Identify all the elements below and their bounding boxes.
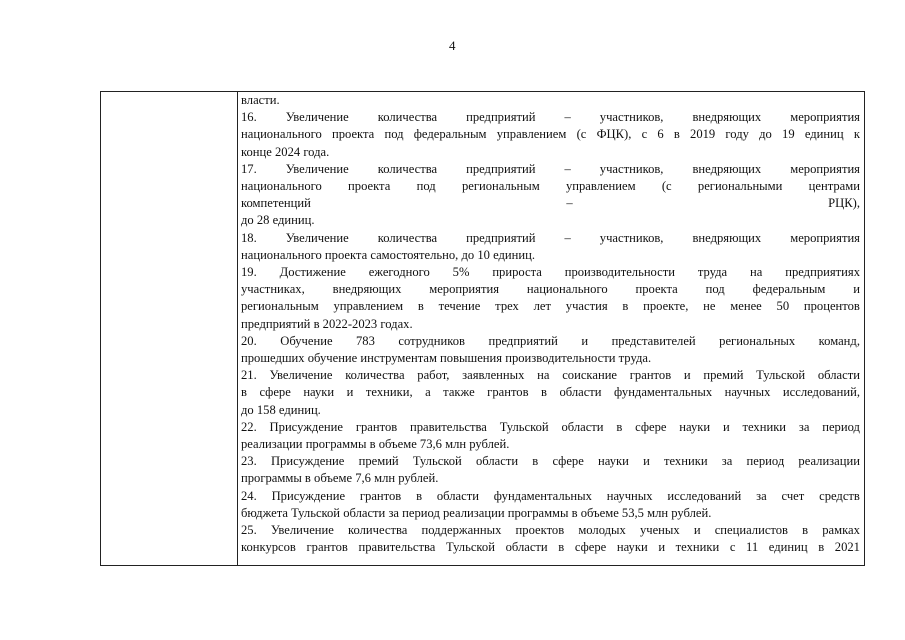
text-line [241, 144, 860, 161]
word: лет [533, 299, 551, 314]
word: региональными [697, 179, 783, 194]
word: научных [724, 385, 771, 400]
word: количества [377, 110, 438, 125]
word: правительства [409, 419, 487, 434]
word: конце 2024 года. [241, 144, 330, 159]
word: Присуждение [269, 419, 344, 434]
text-line [241, 402, 860, 419]
text-line [241, 488, 860, 505]
text-line [241, 264, 860, 281]
word: за [756, 488, 767, 503]
text-line [241, 350, 860, 367]
word: 23. [241, 454, 257, 469]
word: премий [703, 368, 744, 383]
list-item [241, 333, 860, 367]
list-item [241, 109, 860, 161]
word: центрами [808, 179, 860, 194]
word: области [436, 488, 479, 503]
word: также [443, 385, 475, 400]
list-item [241, 230, 860, 264]
word: исследований, [782, 385, 860, 400]
word: национального проекта самостоятельно, до 10 единиц. [241, 247, 536, 262]
text-line [241, 126, 860, 143]
word: количества [348, 523, 408, 538]
word: науки [598, 454, 629, 469]
word: счет [781, 488, 805, 503]
word: участия [565, 299, 608, 314]
list-item [241, 264, 860, 333]
word: течение [438, 299, 481, 314]
word: грантов [487, 385, 529, 400]
word: бюджета Тульской области за период реализации программы в объеме 53,5 млн рублей. [241, 505, 712, 520]
word: до [759, 127, 772, 142]
word: участников, [599, 110, 664, 125]
word: предприятий [466, 110, 536, 125]
table-text-cell [241, 92, 860, 565]
word: ежегодного [368, 265, 430, 280]
word: управлением [565, 179, 636, 194]
word: не [703, 299, 716, 314]
word: и [643, 454, 650, 469]
word: внедряющих [332, 282, 402, 297]
list-item [241, 453, 860, 487]
word: – [564, 110, 571, 125]
text-line [241, 195, 860, 212]
word: управлением [496, 127, 567, 142]
word: 783 [356, 333, 375, 348]
text-line [241, 178, 860, 195]
word: управлением [333, 299, 404, 314]
word: 24. [241, 488, 257, 503]
word: в [241, 385, 247, 400]
word: национального [526, 282, 608, 297]
word: 25. [241, 523, 257, 538]
word: грантов [306, 540, 348, 555]
word: участниках, [241, 282, 305, 297]
word: количества [377, 161, 438, 176]
word: 2021 [834, 540, 860, 555]
word: 19 [782, 127, 795, 142]
word: реализации [798, 454, 860, 469]
word: (с [661, 179, 672, 194]
word: 22. [241, 419, 257, 434]
word: году [725, 127, 749, 142]
word: Тульской [499, 419, 549, 434]
list-item [241, 367, 860, 419]
text-line [241, 247, 860, 264]
word: и [658, 540, 666, 555]
word: средств [819, 488, 860, 503]
word: под [705, 282, 725, 297]
word: 11 [746, 540, 759, 555]
word: количества [377, 230, 438, 245]
word: техники [742, 419, 787, 434]
word: национального [241, 179, 322, 194]
word: соискание [562, 368, 618, 383]
word: мероприятия [429, 282, 499, 297]
word: за [798, 419, 810, 434]
word: с [729, 540, 736, 555]
word: федеральным [752, 282, 826, 297]
text-line [241, 212, 860, 229]
word: Обучение [280, 333, 333, 348]
word: период [822, 419, 860, 434]
text-line [241, 522, 860, 539]
word: Присуждение [270, 454, 345, 469]
word: власти. [241, 93, 280, 107]
word: области [559, 385, 602, 400]
word: поддержанных [421, 523, 502, 538]
word: единиц [804, 127, 844, 142]
word: работ, [417, 368, 450, 383]
word: производительности [564, 265, 675, 280]
word: под [384, 127, 404, 142]
word: премий [358, 454, 399, 469]
text-line [241, 419, 860, 436]
text-line [241, 539, 860, 556]
word: Увеличение [285, 161, 349, 176]
document-table [100, 91, 865, 566]
word: области [505, 540, 548, 555]
word: а [425, 385, 431, 400]
word: период [746, 454, 785, 469]
word: региональных [719, 333, 796, 348]
word: в [532, 454, 539, 469]
word: проекта [348, 179, 391, 194]
word: Тульской [756, 368, 806, 383]
word: процентов [803, 299, 860, 314]
word: и [683, 368, 691, 383]
word: – [564, 161, 571, 176]
text-line [241, 92, 860, 109]
word: в [673, 127, 680, 142]
word: мероприятия [790, 230, 860, 245]
word: количества [345, 368, 405, 383]
word: проекте, [643, 299, 689, 314]
list-item [241, 161, 860, 230]
text-line [241, 470, 860, 487]
word: на [750, 265, 763, 280]
word: исследований [667, 488, 742, 503]
word: Увеличение [269, 368, 333, 383]
word: ФЦК), [596, 127, 632, 142]
word: фундаментальных [614, 385, 713, 400]
word: области [561, 419, 604, 434]
text-line [241, 384, 860, 401]
word: с [641, 127, 648, 142]
word: 20. [241, 333, 257, 348]
word: прошедших обучение инструментам повышения производительности труда. [241, 351, 652, 366]
word: грантов [359, 488, 402, 503]
word: внедряющих [692, 110, 762, 125]
word: мероприятия [790, 161, 860, 176]
text-line [241, 109, 860, 126]
word: региональным [241, 299, 319, 314]
word: и [581, 333, 589, 348]
word: проекта [635, 282, 678, 297]
word: прироста [492, 265, 542, 280]
word: 16. [241, 110, 257, 125]
text-line [241, 298, 860, 315]
word: мероприятия [790, 110, 860, 125]
word: – [566, 196, 573, 211]
list-item [241, 488, 860, 522]
word: участников, [599, 161, 664, 176]
word: Тульской [446, 540, 495, 555]
word: 2019 [690, 127, 716, 142]
word: 50 [776, 299, 790, 314]
word: внедряющих [692, 161, 762, 176]
word: Увеличение [285, 110, 349, 125]
word: в [417, 299, 424, 314]
word: 17. [241, 161, 257, 176]
text-line [241, 367, 860, 384]
word: специалистов [714, 523, 788, 538]
text-line [241, 230, 860, 247]
word: Увеличение [270, 523, 334, 538]
word: заявленных [462, 368, 525, 383]
text-line [241, 161, 860, 178]
word: под [416, 179, 436, 194]
word: до 28 единиц. [241, 213, 315, 228]
word: в [802, 523, 809, 538]
word: в [541, 385, 547, 400]
word: РЦК), [828, 196, 860, 211]
word: рамках [822, 523, 860, 538]
word: сфере [552, 454, 584, 469]
word: компетенций [241, 196, 311, 211]
word: правительства [358, 540, 436, 555]
word: науки [616, 540, 648, 555]
word: менее [730, 299, 762, 314]
word: до 158 единиц. [241, 402, 321, 417]
text-line [241, 281, 860, 298]
word: в [622, 299, 629, 314]
word: и [722, 419, 730, 434]
word: 5% [452, 265, 470, 280]
word: в [818, 540, 825, 555]
word: Увеличение [285, 230, 349, 245]
list-item [241, 419, 860, 453]
word: в [616, 419, 623, 434]
word: и [693, 523, 701, 538]
page-number: 4 [449, 38, 456, 53]
word: – [564, 230, 571, 245]
word: Достижение [279, 265, 346, 280]
word: участников, [599, 230, 664, 245]
list-item [241, 92, 860, 109]
word: программы в объеме 7,6 млн рублей. [241, 471, 439, 486]
text-line [241, 316, 860, 333]
word: науки [303, 385, 335, 400]
word: в [558, 540, 565, 555]
word: науки [679, 419, 711, 434]
list-item [241, 522, 860, 556]
word: предприятий в 2022-2023 годах. [241, 316, 413, 331]
word: техники [675, 540, 720, 555]
word: предприятий [466, 230, 536, 245]
word: единиц [768, 540, 808, 555]
word: трех [495, 299, 519, 314]
word: за [721, 454, 733, 469]
word: сфере [259, 385, 291, 400]
word: внедряющих [692, 230, 762, 245]
word: 6 [657, 127, 664, 142]
word: грантов [355, 419, 398, 434]
word: области [817, 368, 860, 383]
word: проектов [515, 523, 565, 538]
word: предприятий [466, 161, 536, 176]
word: федеральным [413, 127, 487, 142]
word: области [476, 454, 519, 469]
word: предприятиях [785, 265, 860, 280]
word: предприятий [488, 333, 558, 348]
word: фундаментальных [493, 488, 592, 503]
word: грантов [629, 368, 672, 383]
word: Присуждение [271, 488, 346, 503]
word: национального [241, 127, 322, 142]
word: реализации программы в объеме 73,6 млн рублей. [241, 437, 510, 452]
word: сфере [635, 419, 667, 434]
word: на [537, 368, 550, 383]
word: и [853, 282, 860, 297]
word: сотрудников [398, 333, 465, 348]
word: представителей [611, 333, 696, 348]
word: в [416, 488, 423, 503]
word: 19. [241, 265, 257, 280]
word: молодых [578, 523, 626, 538]
word: к [853, 127, 860, 142]
word: региональным [461, 179, 540, 194]
text-line [241, 436, 860, 453]
word: 18. [241, 230, 257, 245]
word: 21. [241, 368, 257, 383]
word: техники, [365, 385, 413, 400]
word: труда [697, 265, 728, 280]
table-left-cell [101, 92, 237, 565]
word: Тульской [412, 454, 462, 469]
text-line [241, 453, 860, 470]
column-divider [237, 92, 238, 565]
word: команд, [818, 333, 860, 348]
word: сфере [574, 540, 607, 555]
word: и [346, 385, 354, 400]
word: ученых [639, 523, 680, 538]
word: конкурсов [241, 540, 296, 555]
word: проекта [331, 127, 375, 142]
text-line [241, 505, 860, 522]
text-line [241, 333, 860, 350]
word: техники [664, 454, 708, 469]
word: (с [576, 127, 587, 142]
word: научных [606, 488, 653, 503]
